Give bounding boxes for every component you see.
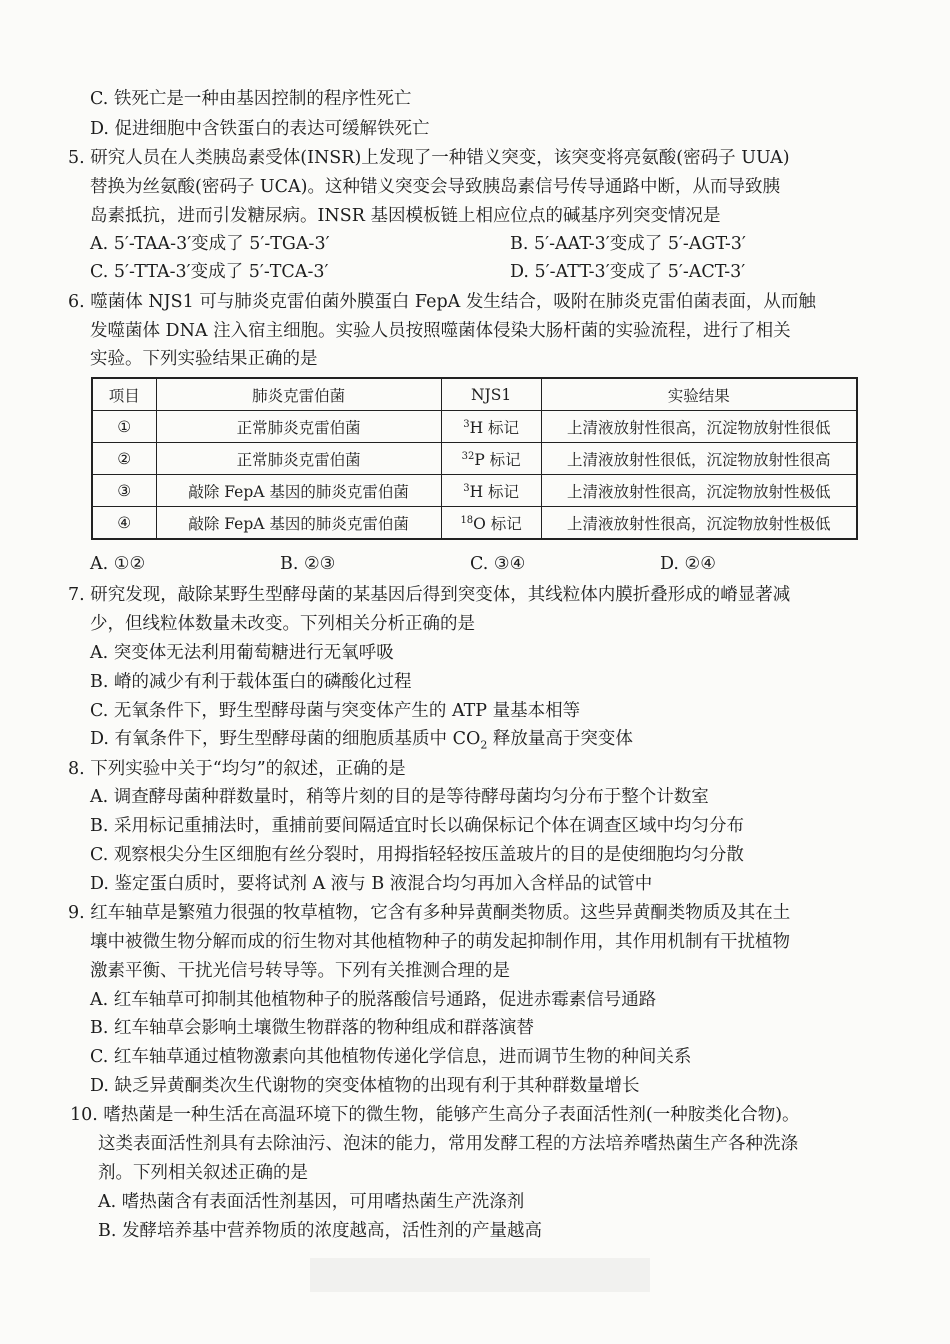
q9-option-b: B. 红车轴草会影响土壤微生物群落的物种组成和群落演替 (90, 1018, 534, 1038)
q5-option-b: B. 5′-AAT-3′变成了 5′-AGT-3′ (510, 234, 746, 254)
q5-option-d: D. 5′-ATT-3′变成了 5′-ACT-3′ (510, 262, 746, 282)
q5-stem-line3: 岛素抵抗，进而引发糖尿病。INSR 基因模板链上相应位点的碱基序列突变情况是 (90, 206, 721, 226)
row-label (441, 411, 541, 443)
isotope-element: H 标记 (469, 482, 520, 501)
table-row (92, 411, 857, 443)
q7-option-a: A. 突变体无法利用葡萄糖进行无氧呼吸 (90, 643, 394, 663)
q6-option-c: C. ③④ (470, 554, 526, 574)
row-id: ④ (92, 507, 156, 540)
row-bacteria: 正常肺炎克雷伯菌 (156, 411, 441, 443)
q10-stem-line2: 这类表面活性剂具有去除油污、泡沫的能力，常用发酵工程的方法培养嗜热菌生产各种洗涤 (98, 1134, 798, 1154)
q7-option-d-post: 释放量高于突变体 (487, 729, 633, 749)
experiment-results-table (91, 377, 858, 540)
row-bacteria: 敲除 FepA 基因的肺炎克雷伯菌 (156, 507, 441, 540)
q7-stem-line2: 少，但线粒体数量未改变。下列相关分析正确的是 (90, 614, 475, 634)
header-result: 实验结果 (541, 378, 857, 411)
q9-stem-line3: 激素平衡、干扰光信号转导等。下列有关推测合理的是 (90, 961, 510, 981)
isotope-mass: 3 (463, 482, 470, 494)
row-bacteria: 正常肺炎克雷伯菌 (156, 443, 441, 475)
q8-option-d: D. 鉴定蛋白质时，要将试剂 A 液与 B 液混合均匀再加入含样品的试管中 (90, 874, 653, 894)
row-id: ③ (92, 475, 156, 507)
q9-stem-line2: 壤中被微生物分解而成的衍生物对其他植物种子的萌发起抑制作用，其作用机制有干扰植物 (90, 932, 790, 952)
footer-shade (310, 1258, 650, 1292)
q5-option-a: A. 5′-TAA-3′变成了 5′-TGA-3′ (90, 234, 330, 254)
q6-option-a: A. ①② (90, 554, 146, 574)
q8-stem-line1: 8. 下列实验中关于“均匀”的叙述，正确的是 (68, 759, 406, 779)
row-result: 上清液放射性很高，沉淀物放射性很低 (541, 411, 857, 443)
q7-option-b: B. 嵴的减少有利于载体蛋白的磷酸化过程 (90, 672, 412, 692)
q9-stem-line1: 9. 红车轴草是繁殖力很强的牧草植物，它含有多种异黄酮类物质。这些异黄酮类物质及其在土 (68, 903, 791, 923)
isotope-mass: 32 (461, 450, 475, 462)
q4-option-d: D. 促进细胞中含铁蛋白的表达可缓解铁死亡 (90, 119, 430, 139)
q7-option-d-pre: D. 有氧条件下，野生型酵母菌的细胞质基质中 CO (90, 729, 481, 749)
table-header-row (92, 378, 857, 411)
q5-option-c: C. 5′-TTA-3′变成了 5′-TCA-3′ (90, 262, 329, 282)
q10-stem-line3: 剂。下列相关叙述正确的是 (98, 1163, 308, 1183)
q6-stem-line3: 实验。下列实验结果正确的是 (90, 349, 318, 369)
header-bacteria: 肺炎克雷伯菌 (156, 378, 441, 411)
isotope-element: O 标记 (473, 514, 522, 533)
q6-option-b: B. ②③ (280, 554, 336, 574)
q5-stem-line1: 5. 研究人员在人类胰岛素受体(INSR)上发现了一种错义突变，该突变将亮氨酸(密码子 UUA) (68, 148, 790, 168)
row-label (441, 443, 541, 475)
q8-option-a: A. 调查酵母菌种群数量时，稍等片刻的目的是等待酵母菌均匀分布于整个计数室 (90, 787, 709, 807)
q10-option-b: B. 发酵培养基中营养物质的浓度越高，活性剂的产量越高 (98, 1221, 542, 1241)
q10-stem-line1: 10. 嗜热菌是一种生活在高温环境下的微生物，能够产生高分子表面活性剂(一种胺类化合物)。 (70, 1105, 800, 1125)
table-row (92, 475, 857, 507)
q10-option-a: A. 嗜热菌含有表面活性剂基因，可用嗜热菌生产洗涤剂 (98, 1192, 525, 1212)
q6-options (90, 552, 850, 576)
q7-option-c: C. 无氧条件下，野生型酵母菌与突变体产生的 ATP 量基本相等 (90, 701, 581, 721)
isotope-mass: 3 (463, 418, 470, 430)
header-phage: NJS1 (441, 378, 541, 411)
q6-stem-line2: 发噬菌体 DNA 注入宿主细胞。实验人员按照噬菌体侵染大肠杆菌的实验流程，进行了相关 (90, 321, 791, 341)
q4-option-c: C. 铁死亡是一种由基因控制的程序性死亡 (90, 89, 412, 109)
q5-stem-line2: 替换为丝氨酸(密码子 UCA)。这种错义突变会导致胰岛素信号传导通路中断，从而导致胰 (90, 177, 780, 197)
row-label (441, 507, 541, 540)
row-result: 上清液放射性很高，沉淀物放射性极低 (541, 507, 857, 540)
q9-option-c: C. 红车轴草通过植物激素向其他植物传递化学信息，进而调节生物的种间关系 (90, 1047, 692, 1067)
row-result: 上清液放射性很低，沉淀物放射性很高 (541, 443, 857, 475)
q9-option-d: D. 缺乏异黄酮类次生代谢物的突变体植物的出现有利于其种群数量增长 (90, 1076, 640, 1096)
table-row (92, 443, 857, 475)
q7-option-d (90, 727, 633, 751)
q8-option-c: C. 观察根尖分生区细胞有丝分裂时，用拇指轻轻按压盖玻片的目的是使细胞均匀分散 (90, 845, 744, 865)
row-id: ① (92, 411, 156, 443)
row-result: 上清液放射性很高，沉淀物放射性极低 (541, 475, 857, 507)
isotope-element: H 标记 (469, 418, 520, 437)
table-row (92, 507, 857, 540)
isotope-element: P 标记 (474, 450, 521, 469)
row-id: ② (92, 443, 156, 475)
row-bacteria: 敲除 FepA 基因的肺炎克雷伯菌 (156, 475, 441, 507)
row-label (441, 475, 541, 507)
isotope-mass: 18 (460, 514, 474, 526)
q8-option-b: B. 采用标记重捕法时，重捕前要间隔适宜时长以确保标记个体在调查区域中均匀分布 (90, 816, 744, 836)
header-item: 项目 (92, 378, 156, 411)
q6-stem-line1: 6. 噬菌体 NJS1 可与肺炎克雷伯菌外膜蛋白 FepA 发生结合，吸附在肺炎克雷伯菌表面，从而触 (68, 292, 816, 312)
q6-option-d: D. ②④ (660, 554, 716, 574)
q9-option-a: A. 红车轴草可抑制其他植物种子的脱落酸信号通路，促进赤霉素信号通路 (90, 990, 657, 1010)
q7-stem-line1: 7. 研究发现，敲除某野生型酵母菌的某基因后得到突变体，其线粒体内膜折叠形成的嵴显著减 (68, 585, 791, 605)
co2-subscript: 2 (480, 738, 488, 752)
